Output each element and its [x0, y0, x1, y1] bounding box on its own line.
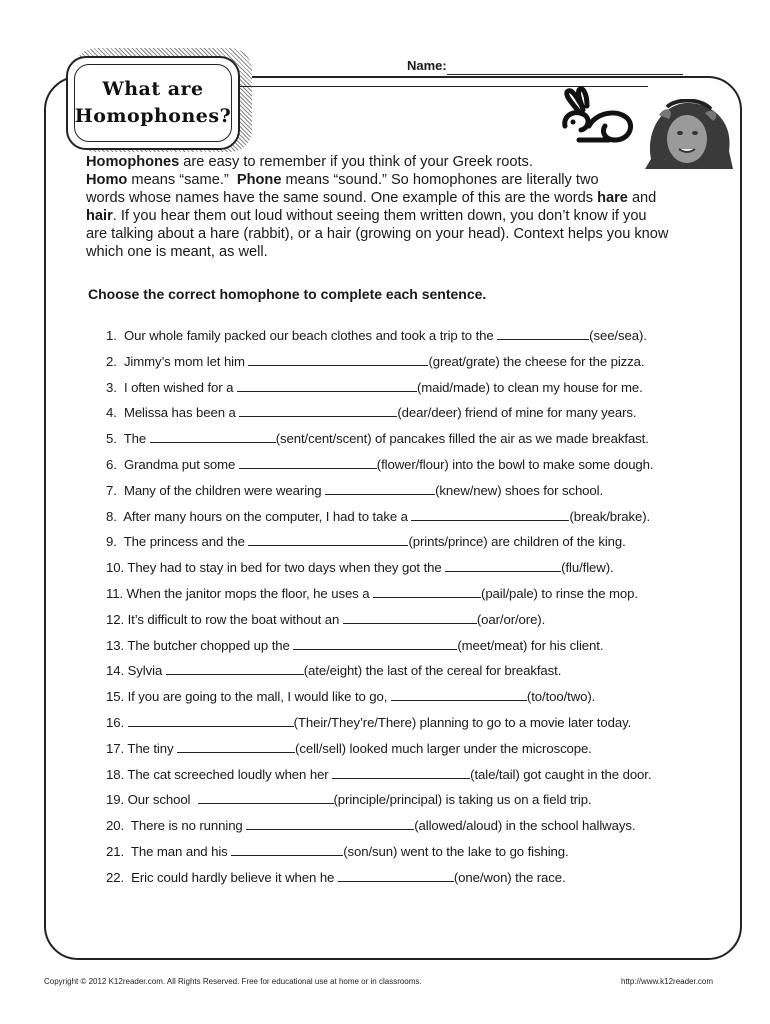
question-item: [106, 842, 716, 868]
answer-choices: (prints/prince) are children of the king.: [408, 534, 626, 550]
question-number: 2.: [106, 353, 117, 369]
answer-blank[interactable]: [338, 869, 454, 882]
answer-blank[interactable]: [373, 585, 481, 598]
answer-choices: (knew/new) shoes for school.: [435, 482, 604, 498]
answer-blank[interactable]: [391, 688, 527, 701]
question-item: [106, 403, 716, 429]
answer-choices: (to/too/two).: [526, 689, 596, 705]
answer-choices: (Their/They’re/There) planning to go to a movie later today.: [293, 714, 632, 730]
question-number: 19.: [106, 792, 125, 808]
question-list: [106, 326, 716, 894]
answer-blank[interactable]: [248, 353, 428, 366]
question-item: [106, 558, 716, 584]
answer-blank[interactable]: [177, 740, 295, 753]
answer-choices: (great/grate) the cheese for the pizza.: [428, 353, 645, 369]
question-item: [106, 584, 716, 610]
answer-choices: (pail/pale) to rinse the mop.: [481, 585, 638, 601]
answer-choices: (sent/cent/scent) of pancakes filled the air as we made breakfast.: [275, 431, 649, 447]
question-item: [106, 481, 716, 507]
question-text: If you are going to the mall, I would like to go,: [124, 689, 391, 705]
question-text: The princess and the: [116, 534, 249, 550]
question-item: [106, 429, 716, 455]
question-item: [106, 790, 716, 816]
answer-choices: (one/won) the race.: [453, 869, 566, 885]
answer-choices: (principle/principal) is taking us on a field trip.: [333, 792, 592, 808]
question-item: [106, 816, 716, 842]
question-text: The cat screeched loudly when her: [124, 766, 333, 782]
answer-blank[interactable]: [237, 379, 417, 392]
question-number: 21.: [106, 843, 125, 859]
question-number: 22.: [106, 869, 125, 885]
question-text: Many of the children were wearing: [116, 482, 326, 498]
question-number: 8.: [106, 508, 117, 524]
question-number: 3.: [106, 379, 117, 395]
name-field[interactable]: [447, 74, 683, 75]
question-number: 9.: [106, 534, 117, 550]
question-text: Jimmy’s mom let him: [116, 353, 249, 369]
answer-choices: (flower/flour) into the bowl to make some dough.: [376, 456, 654, 472]
name-label: Name:: [407, 58, 447, 73]
answer-blank[interactable]: [239, 456, 377, 469]
footer-url[interactable]: http://www.k12reader.com: [621, 977, 714, 986]
question-number: 7.: [106, 482, 117, 498]
question-number: 16.: [106, 714, 125, 730]
question-item: [106, 532, 716, 558]
answer-choices: (maid/made) to clean my house for me.: [416, 379, 643, 395]
answer-blank[interactable]: [128, 714, 294, 727]
question-text: Our whole family packed our beach clothes and took a trip to the: [116, 328, 498, 343]
question-number: 10.: [106, 560, 125, 576]
question-text: Grandma put some: [116, 456, 239, 472]
answer-blank[interactable]: [293, 637, 457, 650]
question-number: 4.: [106, 405, 117, 421]
answer-choices: (dear/deer) friend of mine for many years.: [397, 405, 637, 421]
question-item: [106, 739, 716, 765]
page-title: What are Homophones?: [74, 78, 232, 127]
answer-choices: (ate/eight) the last of the cereal for breakfast.: [303, 663, 562, 679]
question-item: [106, 610, 716, 636]
question-number: 11.: [106, 585, 124, 601]
question-number: 13.: [106, 637, 125, 653]
question-item: [106, 713, 716, 739]
answer-blank[interactable]: [332, 766, 470, 779]
answer-blank[interactable]: [166, 662, 304, 675]
answer-choices: (flu/flew).: [561, 560, 614, 576]
answer-blank[interactable]: [445, 559, 561, 572]
question-item: [106, 868, 716, 894]
question-text: The man and his: [124, 843, 232, 859]
question-text: Our school: [124, 792, 198, 808]
answer-blank[interactable]: [246, 817, 414, 830]
question-item: [106, 687, 716, 713]
answer-blank[interactable]: [411, 508, 569, 521]
question-item: [106, 765, 716, 791]
question-text: Melissa has been a: [116, 405, 240, 421]
answer-choices: (meet/meat) for his client.: [457, 637, 604, 653]
question-item: [106, 352, 716, 378]
answer-choices: (see/sea).: [589, 328, 647, 343]
question-item: [106, 326, 716, 352]
question-item: [106, 455, 716, 481]
question-text: The butcher chopped up the: [124, 637, 294, 653]
question-text: I often wished for a: [116, 379, 237, 395]
question-item: [106, 378, 716, 404]
question-item: [106, 636, 716, 662]
answer-choices: (tale/tail) got caught in the door.: [470, 766, 652, 782]
answer-blank[interactable]: [248, 533, 408, 546]
answer-blank[interactable]: [497, 327, 589, 340]
answer-choices: (son/sun) went to the lake to go fishing.: [343, 843, 569, 859]
answer-blank[interactable]: [198, 791, 334, 804]
question-text: They had to stay in bed for two days when they got the: [124, 560, 446, 576]
title-box: [66, 56, 240, 150]
question-text: After many hours on the computer, I had to take a: [116, 508, 412, 524]
rabbit-icon: [553, 86, 639, 148]
question-number: 1.: [106, 328, 117, 343]
question-text: The tiny: [124, 740, 178, 756]
question-number: 5.: [106, 431, 117, 447]
answer-blank[interactable]: [325, 482, 435, 495]
answer-choices: (oar/or/ore).: [476, 611, 546, 627]
question-item: [106, 507, 716, 533]
question-text: It’s difficult to row the boat without an: [124, 611, 343, 627]
copyright-notice: Copyright © 2012 K12reader.com. All Rights Reserved. Free for educational use at home or in classrooms.: [44, 977, 422, 986]
answer-choices: (cell/sell) looked much larger under the microscope.: [295, 740, 592, 756]
question-text: Eric could hardly believe it when he: [124, 869, 338, 885]
answer-choices: (allowed/aloud) in the school hallways.: [414, 818, 636, 834]
answer-choices: (break/brake).: [569, 508, 651, 524]
question-text: When the janitor mops the floor, he uses a: [123, 585, 374, 601]
answer-blank[interactable]: [239, 404, 397, 417]
question-number: 14.: [106, 663, 125, 679]
question-number: 17.: [106, 740, 125, 756]
question-number: 18.: [106, 766, 125, 782]
question-number: 6.: [106, 456, 117, 472]
question-text: Sylvia: [124, 663, 166, 679]
question-number: 20.: [106, 818, 125, 834]
question-text: The: [116, 431, 150, 447]
question-item: [106, 661, 716, 687]
answer-blank[interactable]: [150, 430, 276, 443]
question-number: 15.: [106, 689, 125, 705]
question-number: 12.: [106, 611, 125, 627]
intro-paragraph: Homophones are easy to remember if you think of your Greek roots. Homo means “same.” Phone means “sound.” So homophones are literally two words whose names have the same sound. One example of this are the words hare and hair. If you hear them out loud without seeing them written down, you don’t know if you are talking about a hare (rabbit), or a hair (growing on your head). Context helps you know which one is meant, as well.: [86, 154, 669, 260]
question-text: There is no running: [124, 818, 247, 834]
instructions: Choose the correct homophone to complete each sentence.: [88, 286, 487, 302]
answer-blank[interactable]: [343, 611, 477, 624]
answer-blank[interactable]: [231, 843, 343, 856]
